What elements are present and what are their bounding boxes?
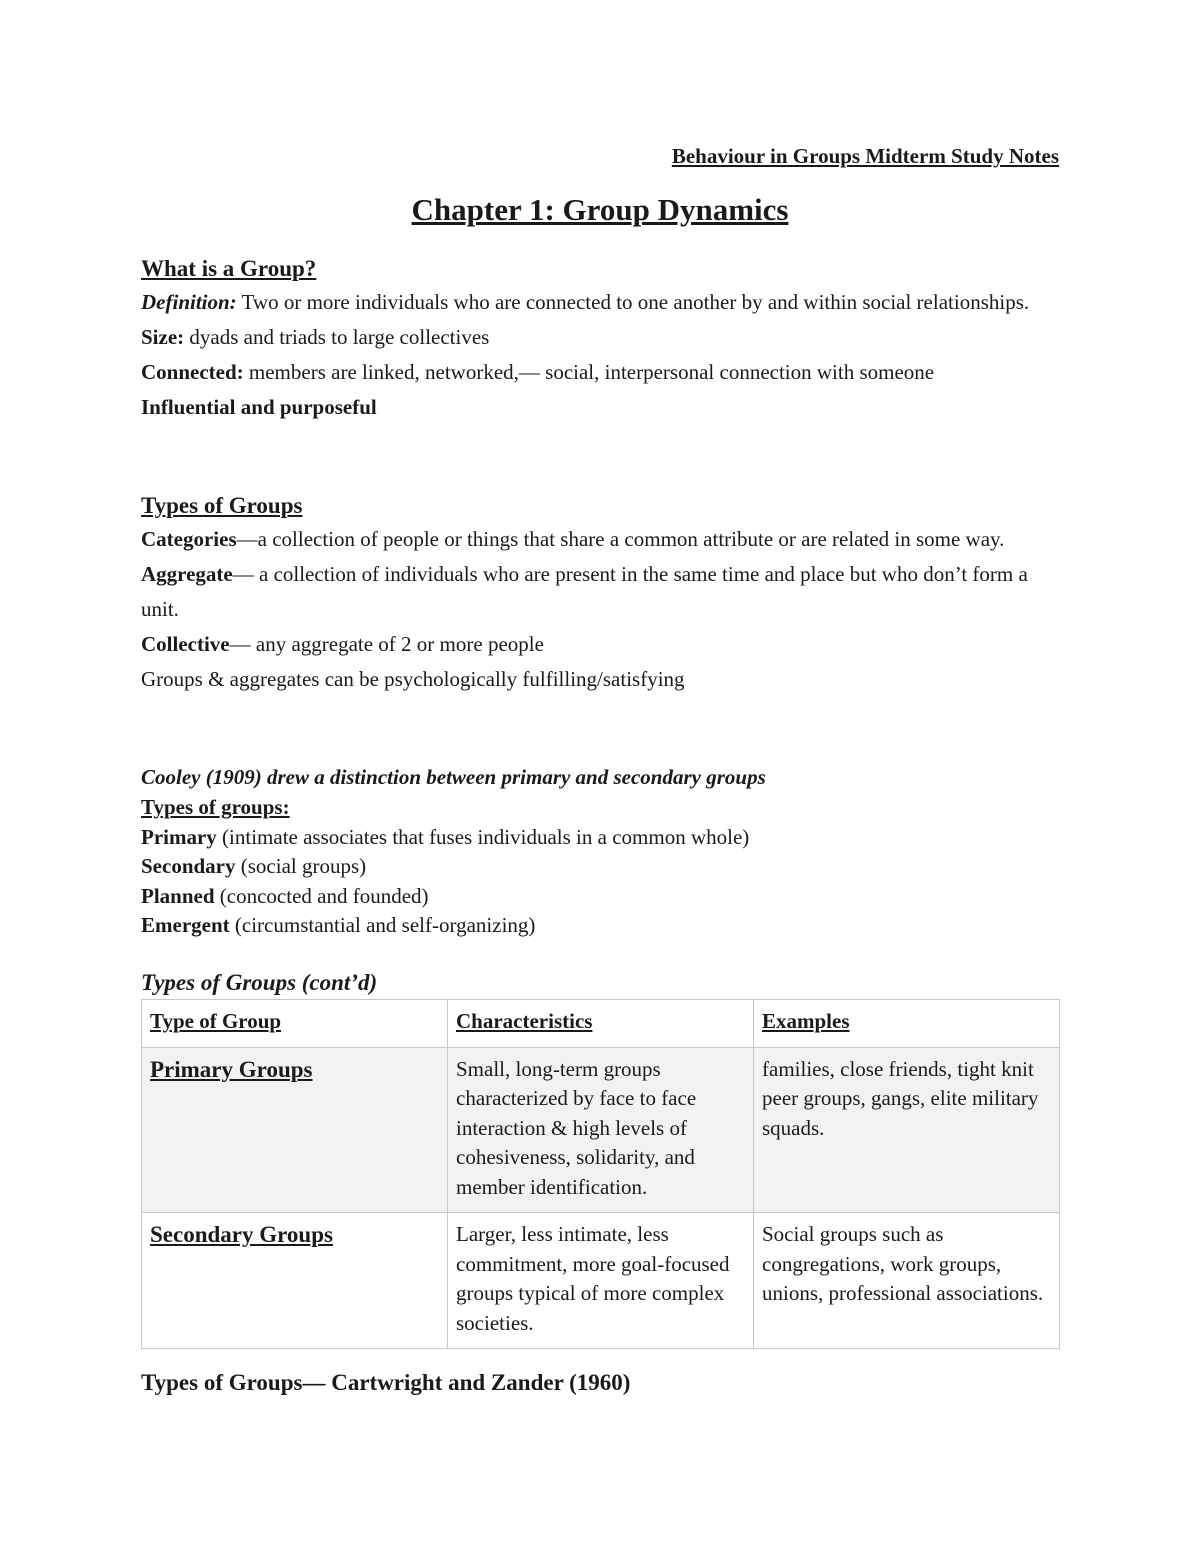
definition-label: Definition:: [141, 290, 237, 314]
size-text: dyads and triads to large collectives: [184, 325, 490, 349]
connected-label: Connected:: [141, 360, 244, 384]
definition-paragraph: [141, 285, 1059, 320]
cooley-item: [141, 911, 1059, 941]
section-heading-types-of-groups: Types of Groups: [141, 493, 303, 518]
cartwright-heading: Types of Groups— Cartwright and Zander (1960): [141, 1370, 631, 1395]
cooley-item-label: Planned: [141, 883, 215, 908]
cooley-item-text: (social groups): [235, 854, 367, 878]
table-cell: Social groups such as congregations, work groups, unions, professional associations.: [754, 1213, 1060, 1349]
row-type-label: Secondary Groups: [150, 1222, 333, 1247]
collective-paragraph: [141, 627, 1059, 662]
size-label: Size:: [141, 325, 185, 349]
cooley-subheading-wrap: [141, 793, 1059, 823]
group-types-table: [141, 999, 1060, 1349]
header-type-of-group: Type of Group: [150, 1009, 282, 1033]
table-cell: families, close friends, tight knit peer groups, gangs, elite military squads.: [754, 1047, 1060, 1213]
aggregate-label: Aggregate: [141, 562, 233, 586]
connected-text: members are linked, networked,— social, interpersonal connection with someone: [243, 360, 935, 384]
cooley-section: [141, 761, 1059, 941]
contd-heading: Types of Groups (cont’d): [141, 970, 378, 995]
types-of-groups-section: [141, 490, 1059, 697]
cooley-item-label: Secondary: [141, 854, 236, 878]
cooley-item: [141, 823, 1059, 853]
table-header-cell: [754, 1000, 1060, 1048]
fulfilling-paragraph: Groups & aggregates can be psychologically fulfilling/satisfying: [141, 667, 685, 691]
table-cell: Larger, less intimate, less commitment, more goal-focused groups typical of more complex societies.: [448, 1213, 754, 1349]
cooley-heading: Cooley (1909) drew a distinction between primary and secondary groups: [141, 765, 766, 789]
section-heading-what-is-group: What is a Group?: [141, 256, 317, 281]
categories-label: Categories: [141, 527, 237, 551]
cooley-item-label: Emergent: [141, 913, 230, 937]
cooley-item: [141, 882, 1059, 912]
what-is-group-section: [141, 253, 1059, 425]
cooley-item-text: (intimate associates that fuses individuals in a common whole): [216, 824, 750, 849]
table-header-cell: [448, 1000, 754, 1048]
aggregate-paragraph: [141, 557, 1059, 627]
row-type-label: Primary Groups: [150, 1056, 313, 1082]
cooley-item-text: (concocted and founded): [214, 883, 429, 908]
collective-label: Collective: [141, 632, 230, 656]
cartwright-section: [141, 1367, 1059, 1399]
size-paragraph: [141, 320, 1059, 355]
cooley-subheading: Types of groups:: [141, 795, 290, 819]
categories-paragraph: [141, 522, 1059, 557]
collective-text: — any aggregate of 2 or more people: [229, 632, 544, 656]
influential-text: Influential and purposeful: [141, 395, 377, 419]
aggregate-text: — a collection of individuals who are present in the same time and place but who don’t form a unit.: [141, 562, 1028, 621]
influential-paragraph: [141, 390, 1059, 425]
cooley-item-text: (circumstantial and self-organizing): [229, 913, 536, 937]
header-characteristics: Characteristics: [456, 1009, 593, 1033]
chapter-title: Chapter 1: Group Dynamics: [411, 192, 789, 227]
header-examples: Examples: [762, 1009, 850, 1033]
table-row: [142, 1213, 1060, 1349]
table-header-cell: [142, 1000, 448, 1048]
cooley-item-label: Primary: [141, 824, 217, 849]
table-header-row: [142, 1000, 1060, 1048]
table-cell: [142, 1047, 448, 1213]
contd-section: [141, 967, 1059, 999]
running-title: Behaviour in Groups Midterm Study Notes: [671, 144, 1059, 168]
categories-text: —a collection of people or things that share a common attribute or are related in some way.: [236, 527, 1005, 551]
table-row: [142, 1047, 1060, 1213]
cooley-item: [141, 852, 1059, 882]
definition-text: Two or more individuals who are connected to one another by and within social relationships.: [236, 290, 1030, 314]
table-cell: [142, 1213, 448, 1349]
table-cell: Small, long-term groups characterized by face to face interaction & high levels of cohesiveness, solidarity, and member identification.: [448, 1047, 754, 1213]
connected-paragraph: [141, 355, 1059, 390]
